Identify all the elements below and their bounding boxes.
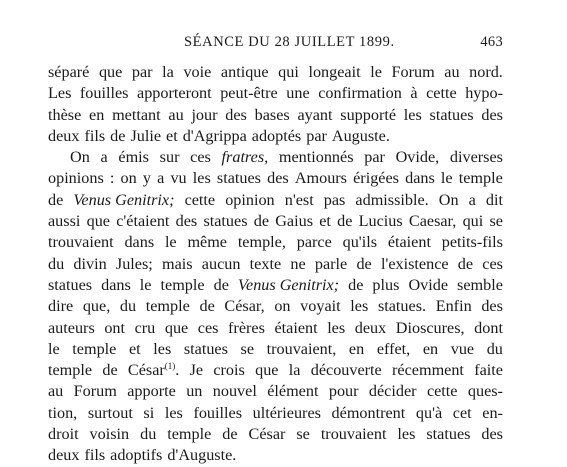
word: les	[153, 339, 172, 358]
word: se	[296, 425, 310, 444]
word: et	[128, 339, 141, 358]
word: Gaius	[275, 212, 313, 231]
word: ultérieures	[252, 403, 321, 422]
word: voisin	[89, 425, 130, 444]
word: hypo-	[465, 84, 503, 103]
word: y	[142, 169, 151, 188]
word: qui	[462, 212, 484, 231]
word: adoptifs	[110, 446, 163, 465]
footnote-trailing-punctuation: .	[175, 361, 180, 380]
word: que	[164, 318, 189, 337]
word: si	[143, 403, 155, 422]
word: même	[187, 233, 227, 252]
word: temple	[160, 275, 205, 294]
word: ces	[197, 318, 219, 337]
word: temple	[458, 169, 503, 188]
word: en-	[482, 403, 503, 422]
word: le	[164, 233, 177, 252]
word: César$^{(1)}$.	[127, 361, 180, 380]
body-text	[48, 62, 503, 467]
word: opinions	[48, 169, 104, 188]
word: Caesar,	[408, 212, 457, 231]
word: qu'ils	[342, 233, 377, 252]
word: deux	[48, 446, 80, 465]
word: au	[48, 382, 64, 401]
word: Auguste.	[331, 126, 390, 145]
word: petits-fils	[441, 233, 503, 252]
word: Ovide	[408, 275, 449, 294]
word: fils	[84, 126, 106, 145]
word: voyait	[300, 297, 341, 316]
running-title: SÉANCE DU 28 JUILLET 1899.	[184, 34, 395, 50]
word: mais	[162, 254, 193, 273]
word: On	[70, 148, 90, 167]
word: statues	[203, 212, 248, 231]
word: en	[422, 339, 439, 358]
text-line	[48, 147, 503, 168]
word: cette	[426, 382, 458, 401]
text-line	[48, 275, 503, 296]
word: apporte	[127, 382, 176, 401]
word: de	[457, 254, 474, 273]
word: On	[438, 190, 459, 209]
word: ayant	[297, 105, 333, 124]
word: tion,	[48, 403, 78, 422]
word: et	[319, 212, 331, 231]
word: frères	[228, 318, 265, 337]
word: droit	[48, 425, 79, 444]
word: des	[175, 212, 198, 231]
word: faite	[474, 361, 503, 380]
word: Forum	[73, 382, 117, 401]
word: mentionnés	[278, 148, 354, 167]
word: texte	[249, 254, 282, 273]
word: de	[102, 361, 118, 380]
word: statues	[429, 105, 474, 124]
word: les	[403, 105, 422, 124]
word: que	[255, 361, 279, 380]
word: :	[109, 169, 115, 188]
word: les	[192, 169, 211, 188]
word: Dioscures,	[395, 318, 465, 337]
word: diverses	[449, 148, 503, 167]
word: un	[186, 382, 203, 401]
word: Jules;	[115, 254, 153, 273]
word: des	[267, 169, 289, 188]
word: se	[240, 339, 255, 358]
word: statues	[216, 169, 261, 188]
text-line	[48, 403, 503, 424]
word: des	[481, 297, 503, 316]
word: au	[444, 63, 460, 81]
page-number: 463	[480, 34, 503, 50]
word: Venus Genitrix;	[73, 190, 175, 209]
word: les	[397, 425, 416, 444]
word: trouvaient	[320, 425, 387, 444]
word: en	[348, 339, 365, 358]
word: Amours	[294, 169, 347, 188]
word: fouilles	[79, 84, 129, 103]
text-line	[48, 318, 503, 339]
word: de	[110, 126, 126, 145]
text-line	[48, 168, 503, 189]
footnote-marker[interactable]: (1)	[164, 361, 176, 372]
word: vue	[450, 339, 475, 358]
word: la	[162, 63, 174, 81]
word: jour	[191, 105, 218, 124]
word: César	[248, 425, 286, 444]
word: du	[140, 425, 157, 444]
word: émis	[118, 148, 149, 167]
word: fouilles	[193, 403, 242, 422]
word: les	[327, 318, 346, 337]
word: a	[468, 190, 476, 209]
text-line	[48, 445, 503, 466]
word: séparé	[48, 63, 90, 81]
word: élément	[267, 382, 319, 401]
word: Enfin	[435, 297, 472, 316]
text-line	[48, 62, 503, 83]
word: on	[274, 297, 291, 316]
word: parle	[314, 254, 348, 273]
word: semble	[457, 275, 503, 294]
word: dans	[101, 275, 131, 294]
word: au	[168, 105, 184, 124]
word: ces	[190, 148, 211, 167]
word: le	[370, 63, 382, 81]
word: a	[100, 148, 108, 167]
word: antique	[220, 63, 269, 81]
word: les	[350, 297, 369, 316]
word: et	[166, 126, 178, 145]
word: de	[253, 212, 270, 231]
word: voie	[183, 63, 212, 81]
word: des	[481, 425, 503, 444]
word: aucun	[201, 254, 241, 273]
word: temple	[167, 425, 212, 444]
text-line	[48, 296, 503, 317]
word: le	[139, 275, 152, 294]
word: parce	[296, 233, 332, 252]
word: temple	[48, 361, 93, 380]
word: de	[48, 190, 64, 209]
text-line	[48, 211, 503, 232]
word: Venus Genitrix;	[237, 275, 340, 294]
word: nord.	[469, 63, 503, 81]
word: confirmation	[318, 84, 402, 103]
word: mettant	[112, 105, 161, 124]
text-line	[48, 254, 503, 275]
word: cette	[426, 84, 457, 103]
word: les	[164, 403, 183, 422]
word: apporteront	[137, 84, 212, 103]
word: effet,	[376, 339, 411, 358]
word: de	[356, 254, 372, 273]
word: deux	[354, 318, 387, 337]
word: statues	[426, 425, 471, 444]
word: adoptés	[251, 126, 302, 145]
word: Lucius	[358, 212, 403, 231]
word: dans	[405, 169, 435, 188]
word: que	[86, 212, 110, 231]
word: ont	[104, 318, 126, 337]
word: opinion	[225, 190, 275, 209]
text-line	[48, 381, 503, 402]
word: deux	[48, 126, 80, 145]
word: statues.	[377, 297, 427, 316]
word: bases	[254, 105, 290, 124]
word: pour	[328, 382, 359, 401]
text-line	[48, 126, 503, 147]
word: trouvaient,	[266, 339, 337, 358]
word: cette	[184, 190, 216, 209]
word: auteurs	[48, 318, 95, 337]
word: d'Agrippa	[182, 126, 247, 145]
word: divin	[73, 254, 107, 273]
word: érigées	[353, 169, 399, 188]
word: Je	[189, 361, 204, 380]
word: vu	[170, 169, 187, 188]
word: une	[286, 84, 310, 103]
word: par	[131, 63, 153, 81]
word: dit	[485, 190, 503, 209]
word: pas	[323, 190, 346, 209]
word: sur	[159, 148, 180, 167]
word: aussi	[48, 212, 81, 231]
word: dont	[474, 318, 503, 337]
paragraph	[48, 147, 503, 466]
text-line	[48, 105, 503, 126]
text-line	[48, 360, 503, 381]
word: en	[89, 105, 105, 124]
word: étaient	[274, 318, 318, 337]
word: fils	[84, 446, 106, 465]
text-line	[48, 424, 503, 445]
word: a	[157, 169, 165, 188]
word: Forum	[391, 63, 435, 81]
word: de	[337, 212, 353, 231]
word: découverte	[310, 361, 382, 380]
word: longeait	[308, 63, 361, 81]
text-line	[48, 339, 503, 360]
word: le	[440, 169, 453, 188]
word: qu'à	[415, 403, 443, 422]
word: supporté	[340, 105, 397, 124]
word: cru	[134, 318, 156, 337]
word: thèse	[48, 105, 82, 124]
word: que,	[82, 297, 111, 316]
word: temple	[145, 297, 190, 316]
word: ques-	[467, 382, 503, 401]
word: par	[364, 148, 385, 167]
word: on	[120, 169, 137, 188]
word: statues	[183, 339, 228, 358]
word: des	[481, 105, 503, 124]
word: nouvel	[212, 382, 257, 401]
word: qui	[278, 63, 299, 81]
word: Julie	[130, 126, 162, 145]
word: récemment	[392, 361, 464, 380]
word: fratres,	[221, 148, 269, 167]
word: l'existence	[380, 254, 449, 273]
word: à	[410, 84, 418, 103]
word: dire	[48, 297, 74, 316]
word: de	[213, 275, 229, 294]
text-line	[48, 190, 503, 211]
word: de	[348, 275, 364, 294]
word: que	[98, 63, 123, 81]
word: cet	[452, 403, 472, 422]
word: César,	[224, 297, 265, 316]
word: trouvaient	[48, 233, 114, 252]
word: temple,	[237, 233, 286, 252]
word: décider	[368, 382, 417, 401]
word: de	[222, 425, 238, 444]
word: admissible.	[355, 190, 429, 209]
word: le	[48, 339, 60, 358]
word: ne	[290, 254, 306, 273]
word: statues	[48, 275, 93, 294]
word: d'Auguste.	[167, 446, 237, 465]
word: par	[306, 126, 327, 145]
word: Ovide,	[395, 148, 440, 167]
text-line	[48, 232, 503, 253]
word: du	[486, 339, 503, 358]
word: n'est	[284, 190, 314, 209]
word: crois	[213, 361, 245, 380]
word: du	[119, 297, 137, 316]
word: étaient	[387, 233, 431, 252]
word: la	[288, 361, 301, 380]
running-head	[48, 34, 503, 54]
word: c'étaient	[116, 212, 170, 231]
text-line	[48, 83, 503, 104]
word: démontrent	[331, 403, 406, 422]
word: Les	[48, 84, 72, 103]
word: temple	[72, 339, 117, 358]
word: de	[199, 297, 215, 316]
word: se	[489, 212, 503, 231]
word: ces	[482, 254, 503, 273]
word: surtout	[87, 403, 133, 422]
word: peut-être	[220, 84, 278, 103]
word: plus	[372, 275, 400, 294]
word: des	[225, 105, 247, 124]
word: du	[48, 254, 65, 273]
word: dans	[124, 233, 155, 252]
paragraph	[48, 62, 503, 147]
